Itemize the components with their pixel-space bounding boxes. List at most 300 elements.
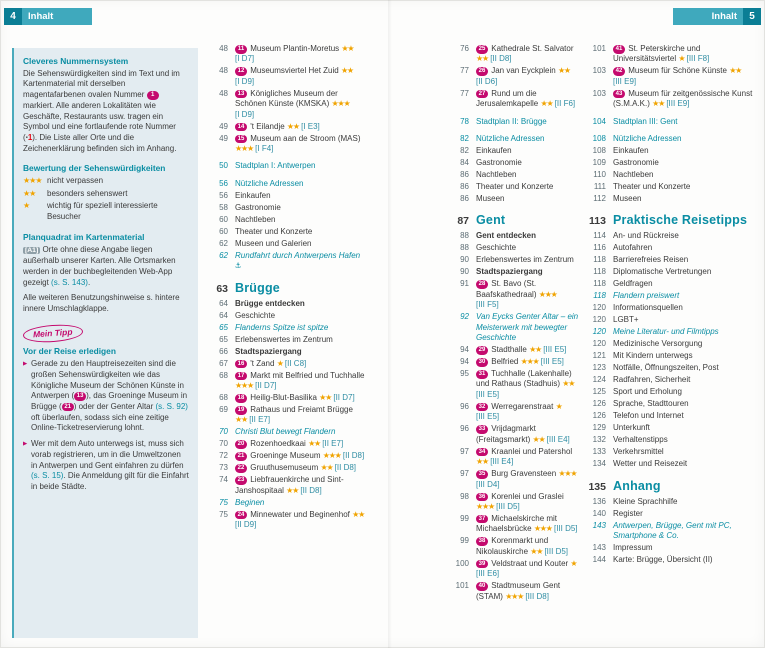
page-reference: (s. S. 92) — [155, 401, 188, 411]
toc-entry-body — [476, 89, 581, 110]
toc-entry-title: Groeninge Museum — [250, 451, 321, 461]
page-number-right: 5 — [743, 8, 761, 25]
toc-entry-title: Gent — [476, 213, 506, 228]
toc-page-number: 48 — [219, 66, 228, 76]
toc-entry-body — [613, 543, 760, 553]
toc-page-number: 74 — [219, 475, 228, 485]
toc-entry-title: Sprache, Stadttouren — [613, 399, 689, 409]
toc-entry-body — [613, 399, 760, 409]
toc-entry — [447, 117, 581, 127]
toc-page-number: 75 — [219, 497, 228, 507]
star-rating-icon: ★★ — [286, 485, 299, 495]
toc-page-number: 70 — [219, 439, 228, 449]
toc-entry-title: Beginen — [235, 497, 265, 507]
rating-row — [23, 201, 189, 222]
map-grid-ref: [II E7] — [322, 439, 344, 449]
toc-entry-title: Nützliche Adressen — [476, 134, 545, 144]
toc-entry-title: Museumsviertel Het Zuid — [250, 66, 339, 76]
page-reference: (s. S. 15) — [31, 471, 64, 481]
toc-entry — [584, 231, 760, 241]
toc-entry-title: Karte: Brügge, Übersicht (II) — [613, 555, 713, 565]
toc-entry-body — [613, 435, 760, 445]
toc-entry-body — [476, 345, 581, 355]
toc-entry — [584, 351, 760, 361]
sight-number-badge: 42 — [613, 67, 625, 76]
toc-entry-body — [476, 369, 581, 400]
toc-entry-body — [613, 279, 760, 289]
star-rating-icon: ★★ — [341, 44, 354, 53]
map-grid-ref: [III D8] — [525, 591, 549, 601]
toc-entry-body — [476, 581, 581, 602]
toc-entry — [584, 303, 760, 313]
toc-entry-body — [613, 89, 760, 110]
toc-entry-title: Rundfahrt durch Antwerpens Hafen — [235, 250, 361, 260]
toc-page-number: 91 — [460, 279, 469, 289]
toc-entry — [584, 327, 760, 337]
toc-entry — [447, 279, 581, 310]
toc-entry-body — [235, 161, 366, 171]
star-rating-icon: ★★ — [308, 439, 321, 449]
toc-entry-title: Mit Kindern unterwegs — [613, 351, 693, 361]
toc-entry-title: Nachtleben — [235, 214, 276, 224]
toc-entry-title: Gastronomie — [476, 158, 522, 168]
toc-entry-title: Informationsquellen — [613, 303, 683, 313]
toc-page-number: 98 — [460, 491, 469, 501]
toc-entry-body — [235, 451, 366, 461]
sight-number-badge: 17 — [235, 372, 247, 381]
toc-entry-title: Geschichte — [476, 243, 517, 253]
toc-page-number: 103 — [592, 88, 606, 98]
sight-number-badge: 21 — [235, 452, 247, 461]
toc-entry-body — [613, 363, 760, 373]
toc-entry — [584, 255, 760, 265]
toc-entry — [584, 279, 760, 289]
toc-page-number: 73 — [219, 463, 228, 473]
toc-page-number: 96 — [460, 424, 469, 434]
sight-number-badge: 39 — [476, 560, 488, 569]
toc-entry — [584, 363, 760, 373]
star-rating-icon: ★★★ — [476, 501, 494, 511]
toc-entry — [447, 170, 581, 180]
map-grid-ref: [I D9] — [235, 76, 255, 86]
toc-page-number: 118 — [593, 267, 606, 277]
toc-entry-title: Stadtspaziergang — [235, 346, 302, 356]
star-rating-icon: ★★ — [529, 345, 542, 355]
toc-page-number: 110 — [593, 170, 606, 180]
sight-number-badge: 33 — [476, 425, 488, 434]
toc-entry — [584, 134, 760, 144]
toc-entry-title: Gent entdecken — [476, 231, 537, 241]
toc-entry-title: Nachtleben — [476, 170, 517, 180]
toc-page-number: 62 — [219, 250, 228, 260]
toc-entry-title: Radfahren, Sicherheit — [613, 375, 691, 385]
toc-entry-title: Brügge entdecken — [235, 298, 305, 308]
toc-entry-title: Brügge — [235, 280, 280, 295]
toc-entry-body — [235, 427, 366, 437]
toc-entry-title: St. Bavo (St. Baafskathedraal) — [476, 279, 537, 299]
toc-entry-body — [235, 66, 366, 87]
toc-entry-title: Nachtleben — [613, 170, 654, 180]
sight-number-badge: 29 — [476, 346, 488, 355]
toc-page-number: 136 — [592, 496, 606, 506]
star-rating-icon: ★★ — [23, 188, 36, 198]
map-grid-ref: [III E9] — [666, 99, 690, 109]
toc-entry — [206, 463, 366, 473]
toc-entry — [584, 89, 760, 110]
toc-page-number: 109 — [592, 158, 606, 168]
toc-entry — [447, 312, 581, 343]
toc-entry — [447, 146, 581, 156]
toc-entry — [584, 267, 760, 277]
toc-entry-body — [476, 231, 581, 241]
map-grid-ref: [II D8] — [342, 451, 365, 461]
toc-entry-title: Königliches Museum der Schönen Künste (KMSKA) — [235, 88, 338, 109]
toc-page-number: 132 — [592, 435, 606, 445]
toc-page-number: 64 — [219, 310, 228, 320]
rating-row — [23, 189, 189, 200]
toc-page-number: 64 — [219, 298, 228, 308]
map-grid-ref: [II D8] — [490, 54, 512, 64]
toc-page-number: 113 — [589, 215, 606, 228]
toc-entry-body — [613, 339, 760, 349]
toc-entry — [447, 134, 581, 144]
toc-entry — [447, 447, 581, 468]
toc-entry-title: St. Peterskirche und Universitätsviertel — [613, 44, 701, 64]
toc-entry — [447, 536, 581, 557]
toc-entry-title: Stadthalle — [491, 345, 527, 355]
star-rating-icon: ★★★ — [538, 289, 557, 299]
mein-tipp-badge: Mein Tipp — [22, 323, 83, 344]
toc-entry-body — [476, 469, 581, 490]
toc-entry — [584, 447, 760, 457]
star-rating-icon: ★★ — [476, 54, 488, 64]
toc-entry-title: Kleine Sprachhilfe — [613, 496, 678, 506]
toc-entry — [206, 122, 366, 132]
toc-entry — [584, 291, 760, 301]
sight-number-badge: 32 — [476, 403, 488, 412]
toc-entry — [584, 182, 760, 192]
toc-entry-body — [613, 146, 760, 156]
toc-entry-title: Impressum — [613, 543, 653, 553]
sight-number-badge: 1 — [147, 91, 159, 100]
toc-entry — [447, 402, 581, 423]
star-rating-icon: ★★ — [532, 434, 545, 444]
toc-entry — [584, 509, 760, 519]
toc-entry — [447, 267, 581, 277]
toc-entry-title: Antwerpen, Brügge, Gent mit PC, Smartphone & Co. — [613, 520, 732, 541]
toc-entry-title: Museum für zeitgenössische Kunst (S.M.A.K.) — [613, 88, 753, 109]
toc-entry — [447, 231, 581, 241]
sight-number-badge: 35 — [476, 470, 488, 479]
toc-entry — [584, 423, 760, 433]
toc-entry-body — [476, 182, 581, 192]
toc-entry-title: Stadtplan III: Gent — [613, 116, 678, 126]
toc-entry — [206, 282, 366, 295]
toc-entry-title: Theater und Konzerte — [613, 182, 691, 192]
toc-page-number: 143 — [592, 543, 606, 553]
star-rating-icon: ★ — [555, 401, 562, 411]
star-rating-icon: ★★ — [540, 99, 553, 109]
toc-entry — [206, 439, 366, 449]
toc-entry — [447, 492, 581, 513]
toc-entry-title: Geschichte — [235, 310, 276, 320]
toc-entry — [584, 435, 760, 445]
toc-entry-title: Flanderns Spitze ist spitze — [235, 322, 329, 332]
sight-number-badge: 24 — [235, 511, 247, 520]
toc-page-number: 49 — [219, 133, 228, 143]
star-rating-icon: ★★ — [476, 457, 488, 467]
toc-entry — [584, 399, 760, 409]
sight-number-badge: 14 — [235, 123, 247, 132]
sight-number-badge: 41 — [613, 45, 625, 54]
toc-page-number: 58 — [219, 202, 228, 212]
toc-entry-body — [235, 311, 366, 321]
toc-page-number: 116 — [593, 243, 606, 253]
toc-entry-title: LGBT+ — [613, 315, 639, 325]
map-grid-ref: [III D5] — [496, 501, 520, 511]
toc-entry — [206, 89, 366, 120]
toc-page-number: 86 — [460, 182, 469, 192]
toc-page-number: 111 — [593, 182, 606, 192]
toc-entry-body — [235, 203, 366, 213]
toc-entry-title: Museum aan de Stroom (MAS) — [250, 133, 361, 143]
toc-entry — [447, 255, 581, 265]
toc-entry-body — [235, 251, 366, 272]
toc-page-number: 77 — [460, 66, 469, 76]
arrow-icon: ▶ — [23, 361, 28, 368]
toc-entry-title: Gastronomie — [235, 202, 281, 212]
toc-page-number: 140 — [592, 508, 606, 518]
toc-entry-title: Meine Literatur- und Filmtipps — [613, 327, 719, 337]
toc-page-number: 70 — [219, 427, 228, 437]
toc-page-number: 144 — [592, 555, 606, 565]
toc-entry — [584, 158, 760, 168]
toc-entry — [206, 405, 366, 426]
toc-entry-body — [613, 231, 760, 241]
toc-entry — [447, 182, 581, 192]
sight-number-badge: 22 — [235, 464, 247, 473]
toc-entry — [206, 299, 366, 309]
toc-entry — [584, 555, 760, 565]
sight-number-badge: 25 — [476, 45, 488, 54]
toc-page-number: 94 — [460, 345, 469, 355]
sight-number-badge: 20 — [235, 440, 247, 449]
map-grid-ref: [II D6] — [476, 76, 498, 86]
toc-page-number: 118 — [593, 255, 606, 265]
toc-page-number: 96 — [460, 401, 469, 411]
toc-page-number: 60 — [219, 214, 228, 224]
toc-page-number: 125 — [592, 387, 606, 397]
sight-number-badge: 38 — [476, 537, 488, 546]
star-rating-icon: ★★ — [235, 415, 247, 425]
map-grid-ref: [III E4] — [546, 434, 570, 444]
toc-entry-body — [613, 303, 760, 313]
star-rating-icon: ★★★ — [520, 357, 539, 367]
map-grid-ref: [I D7] — [235, 54, 255, 64]
toc-page-number: 87 — [457, 215, 469, 228]
toc-entry-body — [235, 335, 366, 345]
toc-entry-body — [235, 122, 366, 132]
rating-label: wichtig für speziell interessierte Besucher — [47, 201, 158, 222]
toc-entry-body — [235, 282, 366, 295]
toc-entry-body — [476, 559, 581, 580]
map-grid-ref: [III F8] — [686, 54, 710, 64]
map-grid-ref: [II D8] — [334, 463, 357, 473]
toc-page-number: 97 — [460, 446, 469, 456]
toc-entry-body — [613, 351, 760, 361]
toc-entry-body — [476, 312, 581, 343]
toc-entry-body — [613, 194, 760, 204]
toc-page-number: 63 — [216, 282, 228, 295]
toc-page-number: 92 — [460, 312, 469, 322]
toc-entry-title: Kathedrale St. Salvator — [491, 44, 574, 53]
toc-page-number: 120 — [592, 339, 606, 349]
star-rating-icon: ★★ — [557, 66, 570, 76]
toc-entry-title: Erlebenswertes im Zentrum — [476, 255, 574, 265]
toc-entry-title: Gastronomie — [613, 158, 659, 168]
toc-entry-title: Telefon und Internet — [613, 411, 684, 421]
toc-entry-body — [476, 514, 581, 535]
map-grid-ref: [II D8] — [300, 485, 322, 495]
star-rating-icon: ★★ — [319, 393, 332, 403]
toc-entry-title: Belfried — [491, 357, 519, 367]
toc-entry — [584, 117, 760, 127]
toc-entry-title: Verkehrsmittel — [613, 447, 664, 457]
toc-entry-body — [235, 134, 366, 155]
toc-page-number: 68 — [219, 370, 228, 380]
sidebar-heading: Bewertung der Sehenswürdigkeiten — [23, 163, 166, 174]
toc-page-number: 120 — [592, 303, 606, 313]
map-grid-ref: [III E5] — [540, 357, 564, 367]
toc-entry — [584, 543, 760, 553]
toc-entry-body — [235, 239, 366, 249]
toc-page-number: 88 — [460, 231, 469, 241]
page-header-right — [673, 8, 761, 25]
toc-page-number: 86 — [460, 194, 469, 204]
toc-entry-title: Korenmarkt und Nikolauskirche — [476, 536, 549, 556]
toc-page-number: 108 — [592, 146, 606, 156]
toc-entry — [447, 44, 581, 65]
toc-entry — [447, 243, 581, 253]
toc-entry-body — [613, 170, 760, 180]
toc-page-number: 118 — [593, 291, 606, 301]
toc-entry-title: Vrijdagmarkt (Freitagsmarkt) — [476, 424, 536, 444]
toc-entry — [206, 161, 366, 171]
tip-item — [23, 439, 189, 493]
poi-marker-icon: ▪ — [25, 134, 28, 141]
toc-entry-title: Wetter und Reisezeit — [613, 459, 688, 469]
toc-page-number: 68 — [219, 393, 228, 403]
toc-entry — [584, 387, 760, 397]
toc-entry-title: Heilig-Blut-Basilika — [250, 393, 317, 403]
toc-page-number: 134 — [592, 459, 606, 469]
info-sidebar — [12, 48, 198, 638]
toc-entry — [206, 239, 366, 249]
sight-number-badge: 12 — [235, 67, 247, 76]
star-rating-icon: ★★ — [562, 379, 575, 389]
toc-entry-title: Einkaufen — [476, 146, 512, 156]
toc-page-number: 65 — [219, 334, 228, 344]
toc-entry-title: 't Zand — [250, 358, 275, 368]
toc-entry-title: Einkaufen — [613, 146, 649, 156]
page-reference: (s. S. 143) — [51, 277, 88, 287]
toc-page-number: 88 — [460, 243, 469, 253]
toc-page-number: 100 — [455, 558, 469, 568]
toc-entry-body — [235, 463, 366, 473]
page-fold — [388, 0, 392, 648]
sidebar-paragraph: Die Sehenswürdigkeiten sind im Text und im Kartenmaterial mit derselben magentafarbenen ovalen Nummer 1 markiert. Alle anderen Lokalitäten wie Geschäfte, Restaurants usw. tragen ein Symbol und eine fortlaufende rote Nummer (▪1). Die Liste aller Orte und die Zeichenerklärung befinden sich im Anhang. — [23, 68, 180, 153]
star-rating-icon: ★★ — [320, 463, 333, 473]
toc-entry-body — [613, 117, 760, 127]
star-rating-icon: ★★ — [530, 546, 543, 556]
sight-number-badge: 18 — [235, 394, 247, 403]
toc-page-number: 82 — [460, 146, 469, 156]
toc-entry-title: Verhaltenstipps — [613, 435, 668, 445]
toc-entry-title: Markt mit Belfried und Tuchhalle — [250, 370, 365, 380]
toc-entry-body — [476, 424, 581, 445]
toc-entry-body — [613, 497, 760, 507]
toc-entry-body — [476, 255, 581, 265]
toc-page-number: 82 — [460, 134, 469, 144]
toc-entry-body — [613, 375, 760, 385]
toc-page-number: 143 — [592, 520, 606, 530]
toc-entry-title: Museen — [613, 194, 642, 204]
star-rating-icon: ★ — [23, 201, 30, 211]
sight-number-badge: 40 — [476, 582, 488, 591]
toc-entry-body — [476, 243, 581, 253]
map-grid-ref: [II F6] — [554, 99, 576, 109]
tip-heading: Vor der Reise erledigen — [23, 346, 116, 357]
toc-entry — [206, 393, 366, 403]
toc-page-number: 126 — [592, 411, 606, 421]
toc-entry-title: Gruuthusemuseum — [250, 463, 319, 473]
toc-entry-body — [613, 423, 760, 433]
toc-entry-title: Korenlei und Graslei — [491, 491, 564, 501]
toc-entry — [447, 559, 581, 580]
sight-number-badge: 37 — [476, 515, 488, 524]
toc-entry — [447, 469, 581, 490]
toc-entry-body — [235, 405, 366, 426]
star-rating-icon: ★ — [276, 358, 283, 368]
toc-entry — [206, 44, 366, 65]
toc-entry-title: Notfälle, Öffnungszeiten, Post — [613, 363, 719, 373]
toc-entry — [584, 459, 760, 469]
toc-page-number: 114 — [593, 231, 606, 241]
map-grid-ref: [III D5] — [553, 524, 578, 534]
toc-page-number: 124 — [592, 375, 606, 385]
toc-entry-title: Anhang — [613, 478, 661, 493]
toc-entry — [206, 227, 366, 237]
toc-page-number: 77 — [460, 88, 469, 98]
toc-page-number: 99 — [460, 536, 469, 546]
toc-entry — [206, 451, 366, 461]
toc-entry-title: Nützliche Adressen — [235, 178, 304, 188]
star-rating-icon: ★★★ — [235, 381, 253, 391]
map-grid-ref: [III E5] — [476, 389, 500, 399]
toc-entry-body — [613, 158, 760, 168]
toc-page-number: 60 — [219, 226, 228, 236]
star-rating-icon: ★ — [678, 54, 685, 64]
star-rating-icon: ★★ — [340, 66, 353, 76]
map-grid-ref: [III E6] — [476, 569, 500, 579]
star-rating-icon: ★★ — [352, 509, 365, 519]
map-grid-ref: [A1] — [25, 246, 39, 254]
toc-entry-body — [613, 182, 760, 192]
toc-entry-title: Michaelskirche mit Michaelsbrücke — [476, 513, 558, 534]
toc-entry-title: Barrierefreies Reisen — [613, 255, 689, 265]
toc-page-number: 118 — [593, 279, 606, 289]
sight-number-badge: 28 — [476, 280, 488, 289]
